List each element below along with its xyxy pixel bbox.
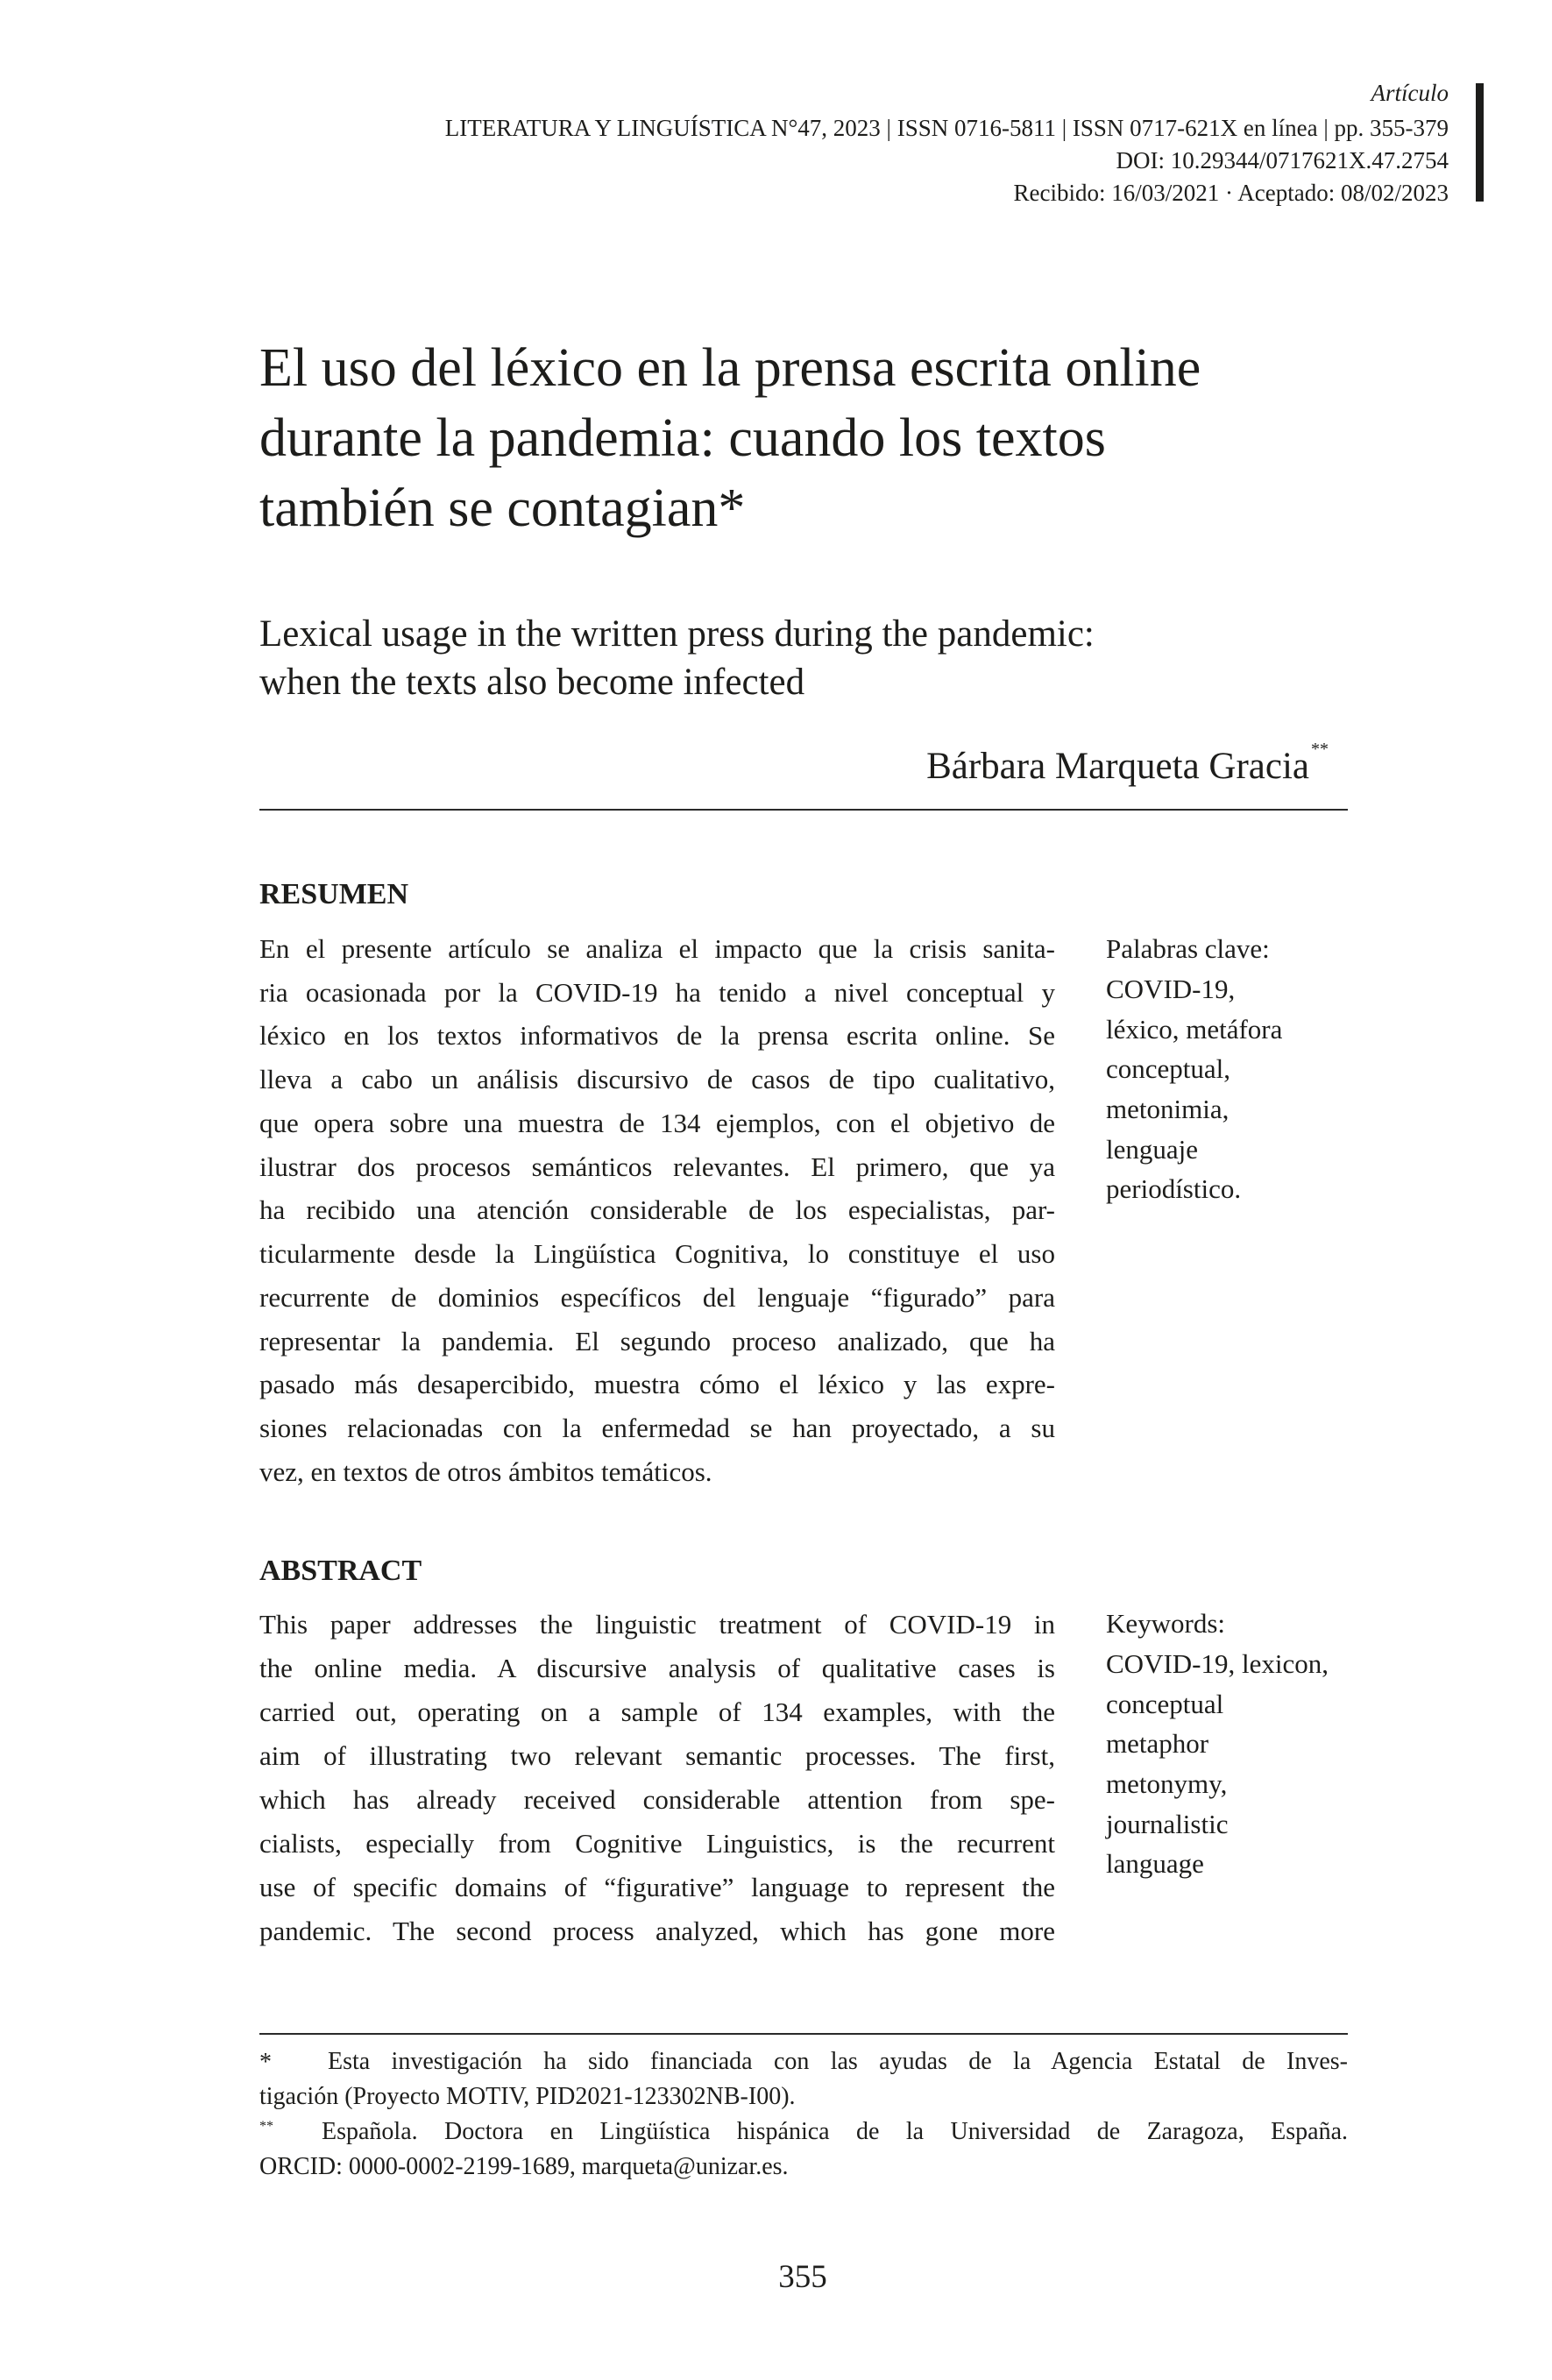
keyword-line: léxico, metáfora <box>1106 1014 1283 1045</box>
footnote-text: Española. Doctora en Lingüística hispánica de la Universidad de Zaragoza, España. <box>322 2118 1348 2145</box>
resumen-line: lleva a cabo un análisis discursivo de casos de tipo cualitativo, <box>259 1064 1055 1094</box>
section-label: Artículo <box>1371 80 1449 106</box>
resumen-line: En el presente artículo se analiza el impacto que la crisis sanita- <box>259 933 1055 964</box>
subtitle-line: Lexical usage in the written press during the pandemic: <box>259 613 1095 655</box>
header-bar <box>1476 83 1484 202</box>
resumen-heading: RESUMEN <box>259 878 409 910</box>
journal-line: LITERATURA Y LINGUÍSTICA N°47, 2023 | ISSN 0716-5811 | ISSN 0717-621X en línea | pp. 355-379 <box>444 115 1449 141</box>
title-line: durante la pandemia: cuando los textos <box>259 408 1106 468</box>
keyword-line: lenguaje <box>1106 1134 1199 1165</box>
keyword-line: COVID-19, lexicon, <box>1106 1648 1329 1679</box>
keyword-line: conceptual, <box>1106 1053 1231 1084</box>
resumen-line: pasado más desapercibido, muestra cómo el léxico y las expre- <box>259 1369 1055 1399</box>
abstract-line: which has already received considerable attention from spe- <box>259 1784 1055 1815</box>
abstract-line: pandemic. The second process analyzed, which has gone more <box>259 1916 1055 1946</box>
resumen-line: siones relacionadas con la enfermedad se han proyectado, a su <box>259 1413 1055 1443</box>
footnote-text: Esta investigación ha sido financiada con las ayudas de la Agencia Estatal de Inves- <box>328 2048 1348 2075</box>
abstract-line: carried out, operating on a sample of 134 examples, with the <box>259 1696 1055 1727</box>
abstract-heading: ABSTRACT <box>259 1555 422 1587</box>
doi: DOI: 10.29344/0717621X.47.2754 <box>1116 147 1449 174</box>
abstract-line: cialists, especially from Cognitive Linguistics, is the recurrent <box>259 1828 1055 1859</box>
resumen-line: que opera sobre una muestra de 134 ejemplos, con el objetivo de <box>259 1108 1055 1138</box>
keyword-line: metaphor <box>1106 1728 1209 1759</box>
keyword-line: Keywords: <box>1106 1608 1226 1639</box>
abstract-line: the online media. A discursive analysis of qualitative cases is <box>259 1653 1055 1683</box>
resumen-line: vez, en textos de otros ámbitos temáticos. <box>259 1456 712 1487</box>
footnote-mark: ** <box>259 2119 273 2134</box>
keyword-line: metonymy, <box>1106 1768 1228 1799</box>
resumen-line: ha recibido una atención considerable de los especialistas, par- <box>259 1194 1055 1225</box>
keyword-line: metonimia, <box>1106 1094 1230 1124</box>
dates: Recibido: 16/03/2021 · Aceptado: 08/02/2023 <box>1013 180 1449 206</box>
keyword-line: periodístico. <box>1106 1173 1242 1204</box>
title-line: El uso del léxico en la prensa escrita online <box>259 338 1201 398</box>
keyword-line: language <box>1106 1848 1204 1879</box>
author-footnote-mark: ** <box>1311 740 1329 759</box>
page-number: 355 <box>778 2259 827 2295</box>
resumen-line: ria ocasionada por la COVID-19 ha tenido a nivel conceptual y <box>259 977 1055 1008</box>
keyword-line: Palabras clave: <box>1106 933 1270 964</box>
footnote-text: ORCID: 0000-0002-2199-1689, marqueta@unizar.es. <box>259 2153 789 2180</box>
author <box>926 740 1329 787</box>
abstract-line: aim of illustrating two relevant semantic processes. The first, <box>259 1740 1055 1771</box>
footnote-mark: * <box>259 2049 272 2076</box>
keyword-line: conceptual <box>1106 1689 1224 1719</box>
author-name: Bárbara Marqueta Gracia <box>926 746 1309 787</box>
keyword-line: COVID-19, <box>1106 974 1236 1004</box>
resumen-line: ilustrar dos procesos semánticos relevantes. El primero, que ya <box>259 1151 1055 1182</box>
title-line: también se contagian* <box>259 478 746 538</box>
subtitle-line: when the texts also become infected <box>259 662 805 703</box>
resumen-line: léxico en los textos informativos de la prensa escrita online. Se <box>259 1020 1055 1051</box>
resumen-line: recurrente de dominios específicos del lenguaje “figurado” para <box>259 1282 1055 1313</box>
keyword-line: journalistic <box>1106 1809 1229 1839</box>
footnote-text: tigación (Proyecto MOTIV, PID2021-123302NB-I00). <box>259 2083 796 2110</box>
abstract-line: use of specific domains of “figurative” language to represent the <box>259 1872 1055 1902</box>
resumen-line: representar la pandemia. El segundo proceso analizado, que ha <box>259 1326 1055 1356</box>
footnote-rule <box>259 2033 1348 2035</box>
abstract-line: This paper addresses the linguistic treatment of COVID-19 in <box>259 1609 1055 1640</box>
resumen-line: ticularmente desde la Lingüística Cognitiva, lo constituye el uso <box>259 1238 1055 1269</box>
author-rule <box>259 809 1348 811</box>
